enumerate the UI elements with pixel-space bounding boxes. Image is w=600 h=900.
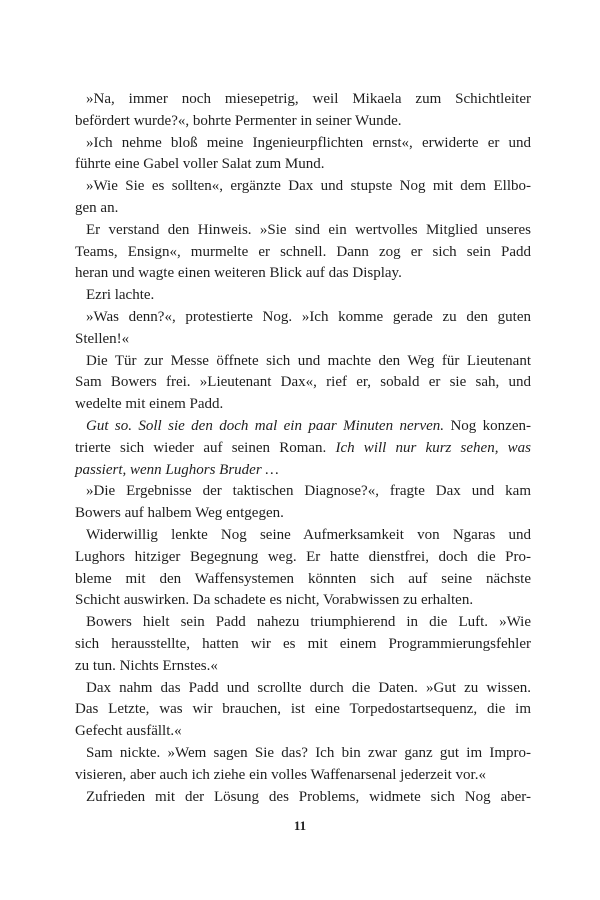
text-line <box>75 678 531 700</box>
text-run: trierte sich wieder auf seinen Roman. <box>75 439 336 456</box>
text-run: Teams, Ensign«, murmelte er schnell. Dann zog er sich sein Padd <box>75 243 531 260</box>
text-line <box>75 111 531 133</box>
text-line <box>75 743 531 765</box>
text-line <box>75 460 531 482</box>
text-run: »Die Ergebnisse der taktischen Diagnose?«, fragte Dax und kam <box>86 483 531 500</box>
text-line <box>75 133 531 155</box>
text-run: Gefecht ausfällt.« <box>75 723 182 740</box>
text-run: befördert wurde?«, bohrte Permenter in seiner Wunde. <box>75 112 402 129</box>
text-line <box>75 263 531 285</box>
text-run: Er verstand den Hinweis. »Sie sind ein wertvolles Mitglied unseres <box>86 221 531 238</box>
text-run: Nog konzen- <box>444 417 531 434</box>
text-line <box>75 351 531 373</box>
page-number: 11 <box>293 818 307 833</box>
text-line <box>75 590 531 612</box>
text-line <box>75 372 531 394</box>
text-line <box>75 438 531 460</box>
text-run: visieren, aber auch ich ziehe ein volles Waffenarsenal jederzeit vor.« <box>75 766 486 783</box>
text-line <box>75 765 531 787</box>
text-line <box>75 656 531 678</box>
text-run: Die Tür zur Messe öffnete sich und machte den Weg für Lieutenant <box>86 352 531 369</box>
text-run: Dax nahm das Padd und scrollte durch die Daten. »Gut zu wissen. <box>86 679 531 696</box>
text-run: Widerwillig lenkte Nog seine Aufmerksamkeit von Ngaras und <box>86 526 531 543</box>
text-line <box>75 307 531 329</box>
text-run: gen an. <box>75 199 119 216</box>
text-run: Lughors hitziger Begegnung weg. Er hatte dienstfrei, doch die Pro- <box>75 548 531 565</box>
text-line <box>75 547 531 569</box>
text-line <box>75 634 531 656</box>
text-run: »Wie Sie es sollten«, ergänzte Dax und stupste Nog mit dem Ellbo- <box>86 178 531 195</box>
text-run: sich herausstellte, hatten wir es mit einem Programmierungsfehler <box>75 635 531 652</box>
italic-text: Ich will nur kurz sehen, was <box>335 439 531 456</box>
text-line <box>75 525 531 547</box>
text-line <box>75 503 531 525</box>
text-line <box>75 329 531 351</box>
text-run: führte eine Gabel voller Salat zum Mund. <box>75 156 325 173</box>
italic-text: Gut so. Soll sie den doch mal ein paar Minuten nerven. <box>86 417 445 434</box>
text-run: »Na, immer noch miesepetrig, weil Mikaela zum Schichtleiter <box>86 91 531 107</box>
text-run: wedelte mit einem Padd. <box>75 396 224 413</box>
text-line <box>75 787 531 809</box>
text-line <box>75 612 531 634</box>
page-body-text <box>75 89 531 808</box>
text-run: »Ich nehme bloß meine Ingenieurpflichten ernst«, erwiderte er und <box>86 134 531 151</box>
text-line <box>75 569 531 591</box>
text-run: zu tun. Nichts Ernstes.« <box>75 657 218 674</box>
text-line <box>75 394 531 416</box>
text-run: Sam nickte. »Wem sagen Sie das? Ich bin zwar ganz gut im Impro- <box>86 744 531 761</box>
text-run: Ezri lachte. <box>86 287 155 304</box>
text-line <box>75 721 531 743</box>
text-line <box>75 699 531 721</box>
text-run: Bowers auf halbem Weg entgegen. <box>75 505 284 522</box>
text-line <box>75 220 531 242</box>
text-run: Bowers hielt sein Padd nahezu triumphierend in die Luft. »Wie <box>86 614 531 631</box>
text-run: Sam Bowers frei. »Lieutenant Dax«, rief er, sobald er sie sah, und <box>75 374 531 391</box>
text-line <box>75 242 531 264</box>
text-run: »Was denn?«, protestierte Nog. »Ich komme gerade zu den guten <box>86 308 531 325</box>
text-line <box>75 154 531 176</box>
italic-text: passiert, wenn Lughors Bruder … <box>75 461 279 478</box>
text-run: Zufrieden mit der Lösung des Problems, widmete sich Nog aber- <box>86 788 531 805</box>
text-run: Stellen!« <box>75 330 130 347</box>
text-line <box>75 416 531 438</box>
text-line <box>75 481 531 503</box>
text-line <box>75 285 531 307</box>
text-line <box>75 89 531 111</box>
text-line <box>75 176 531 198</box>
text-run: heran und wagte einen weiteren Blick auf das Display. <box>75 265 402 282</box>
text-line <box>75 198 531 220</box>
text-run: Das Letzte, was wir brauchen, ist eine Torpedostartsequenz, die im <box>75 701 531 718</box>
text-run: Schicht auswirken. Da schadete es nicht, Vorabwissen zu erhalten. <box>75 592 474 609</box>
text-run: bleme mit den Waffensystemen könnten sich auf seine nächste <box>75 570 531 587</box>
